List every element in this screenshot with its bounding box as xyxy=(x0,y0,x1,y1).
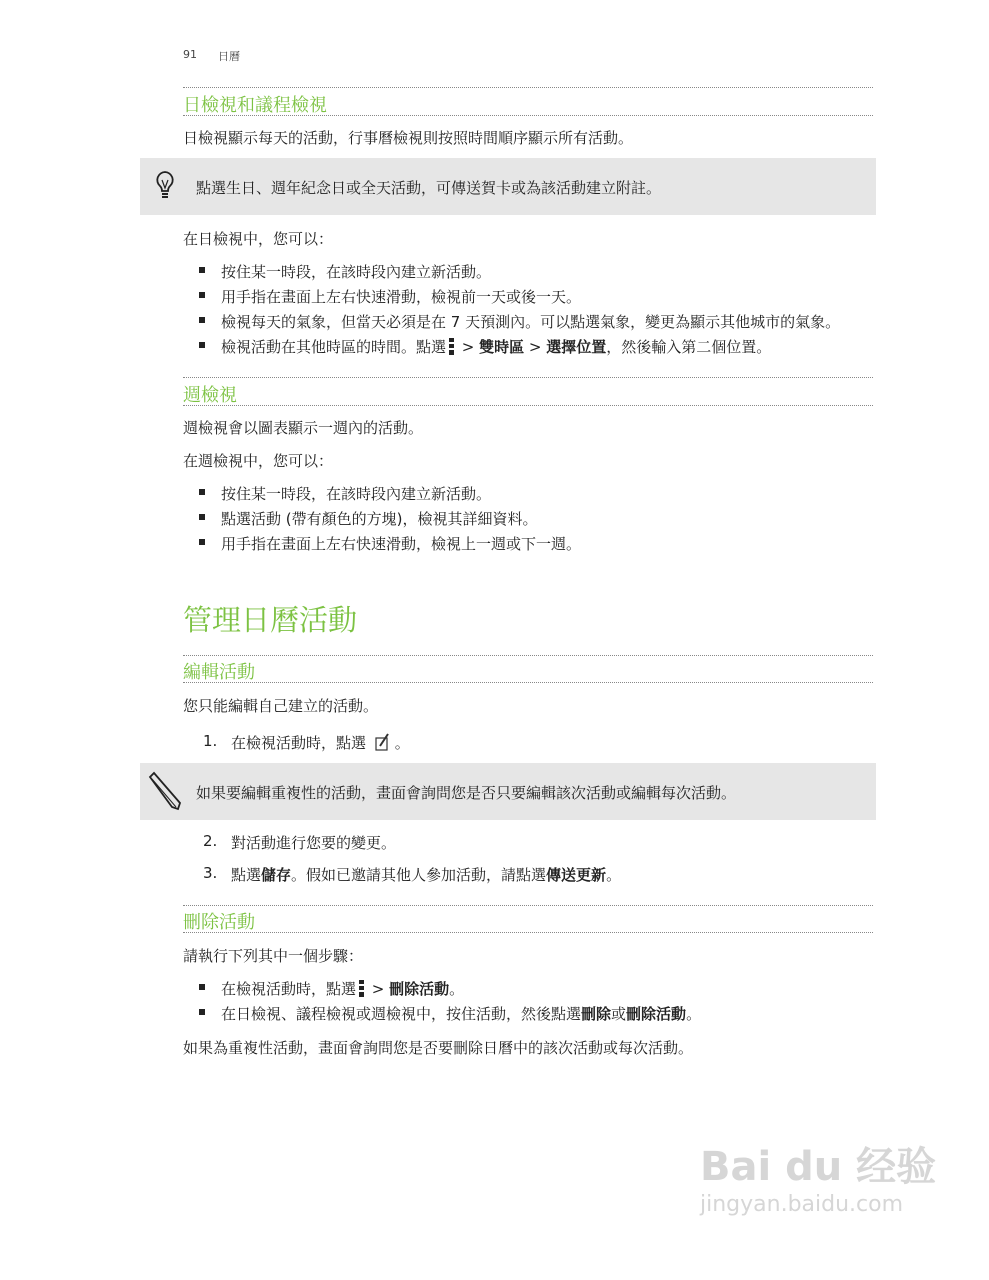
list-item: 在日檢視、議程檢視或週檢視中，按住活動，然後點選刪除或刪除活動。 xyxy=(221,1005,702,1023)
divider xyxy=(183,905,873,906)
step-number: 2. xyxy=(203,832,218,850)
menu-icon xyxy=(449,338,454,355)
step-number: 1. xyxy=(203,732,218,750)
tip-box xyxy=(140,158,876,215)
section-title-week-view: 週檢視 xyxy=(183,385,237,406)
watermark-url: jingyan.baidu.com xyxy=(700,1192,904,1217)
baidu-watermark xyxy=(700,1135,936,1217)
section-title-delete: 刪除活動 xyxy=(183,912,255,933)
paragraph: 在週檢視中，您可以： xyxy=(183,452,334,470)
divider xyxy=(183,682,873,683)
step: 點選儲存。假如已邀請其他人參加活動，請點選傳送更新。 xyxy=(231,866,622,884)
divider xyxy=(183,655,873,656)
menu-icon xyxy=(359,980,364,997)
note-text: 如果要編輯重複性的活動，畫面會詢問您是否只要編輯該次活動或編輯每次活動。 xyxy=(196,784,737,802)
step: 對活動進行您要的變更。 xyxy=(231,834,397,852)
chapter-title: 管理日曆活動 xyxy=(183,603,358,637)
step-number: 3. xyxy=(203,864,218,882)
watermark-logo: Bai du 经验 xyxy=(700,1144,937,1190)
paragraph: 日檢視顯示每天的活動，行事曆檢視則按照時間順序顯示所有活動。 xyxy=(183,129,634,147)
lightbulb-icon xyxy=(154,170,176,202)
list-item: 點選活動 (帶有顏色的方塊)，檢視其詳細資料。 xyxy=(221,510,538,528)
chapter-header: 日曆 xyxy=(218,50,240,63)
list-item: 檢視活動在其他時區的時間。點選 > 雙時區 > 選擇位置，然後輸入第二個位置。 xyxy=(221,338,772,356)
divider xyxy=(183,377,873,378)
paragraph: 請執行下列其中一個步驟： xyxy=(183,947,364,965)
page-number: 91 xyxy=(183,48,197,61)
pencil-icon xyxy=(146,771,184,811)
list-item: 按住某一時段，在該時段內建立新活動。 xyxy=(221,485,492,503)
divider xyxy=(183,115,873,116)
paragraph: 週檢視會以圖表顯示一週內的活動。 xyxy=(183,419,424,437)
divider xyxy=(183,405,873,406)
section-title-edit: 編輯活動 xyxy=(183,662,255,683)
paragraph: 您只能編輯自己建立的活動。 xyxy=(183,697,379,715)
list-item: 用手指在畫面上左右快速滑動，檢視前一天或後一天。 xyxy=(221,288,582,306)
section-title-day-view: 日檢視和議程檢視 xyxy=(183,95,327,116)
note-box xyxy=(140,763,876,820)
edit-icon xyxy=(374,732,392,752)
paragraph: 如果為重複性活動，畫面會詢問您是否要刪除日曆中的該次活動或每次活動。 xyxy=(183,1039,694,1057)
paragraph: 在日檢視中，您可以： xyxy=(183,230,334,248)
list-item: 在檢視活動時，點選 > 刪除活動。 xyxy=(221,980,465,998)
divider xyxy=(183,87,873,88)
list-item: 按住某一時段，在該時段內建立新活動。 xyxy=(221,263,492,281)
tip-text: 點選生日、週年紀念日或全天活動，可傳送賀卡或為該活動建立附註。 xyxy=(196,179,662,197)
step: 在檢視活動時，點選 。 xyxy=(231,734,410,752)
list-item: 檢視每天的氣象，但當天必須是在 7 天預測內。可以點選氣象，變更為顯示其他城市的氣象。 xyxy=(221,313,841,331)
divider xyxy=(183,932,873,933)
list-item: 用手指在畫面上左右快速滑動，檢視上一週或下一週。 xyxy=(221,535,582,553)
